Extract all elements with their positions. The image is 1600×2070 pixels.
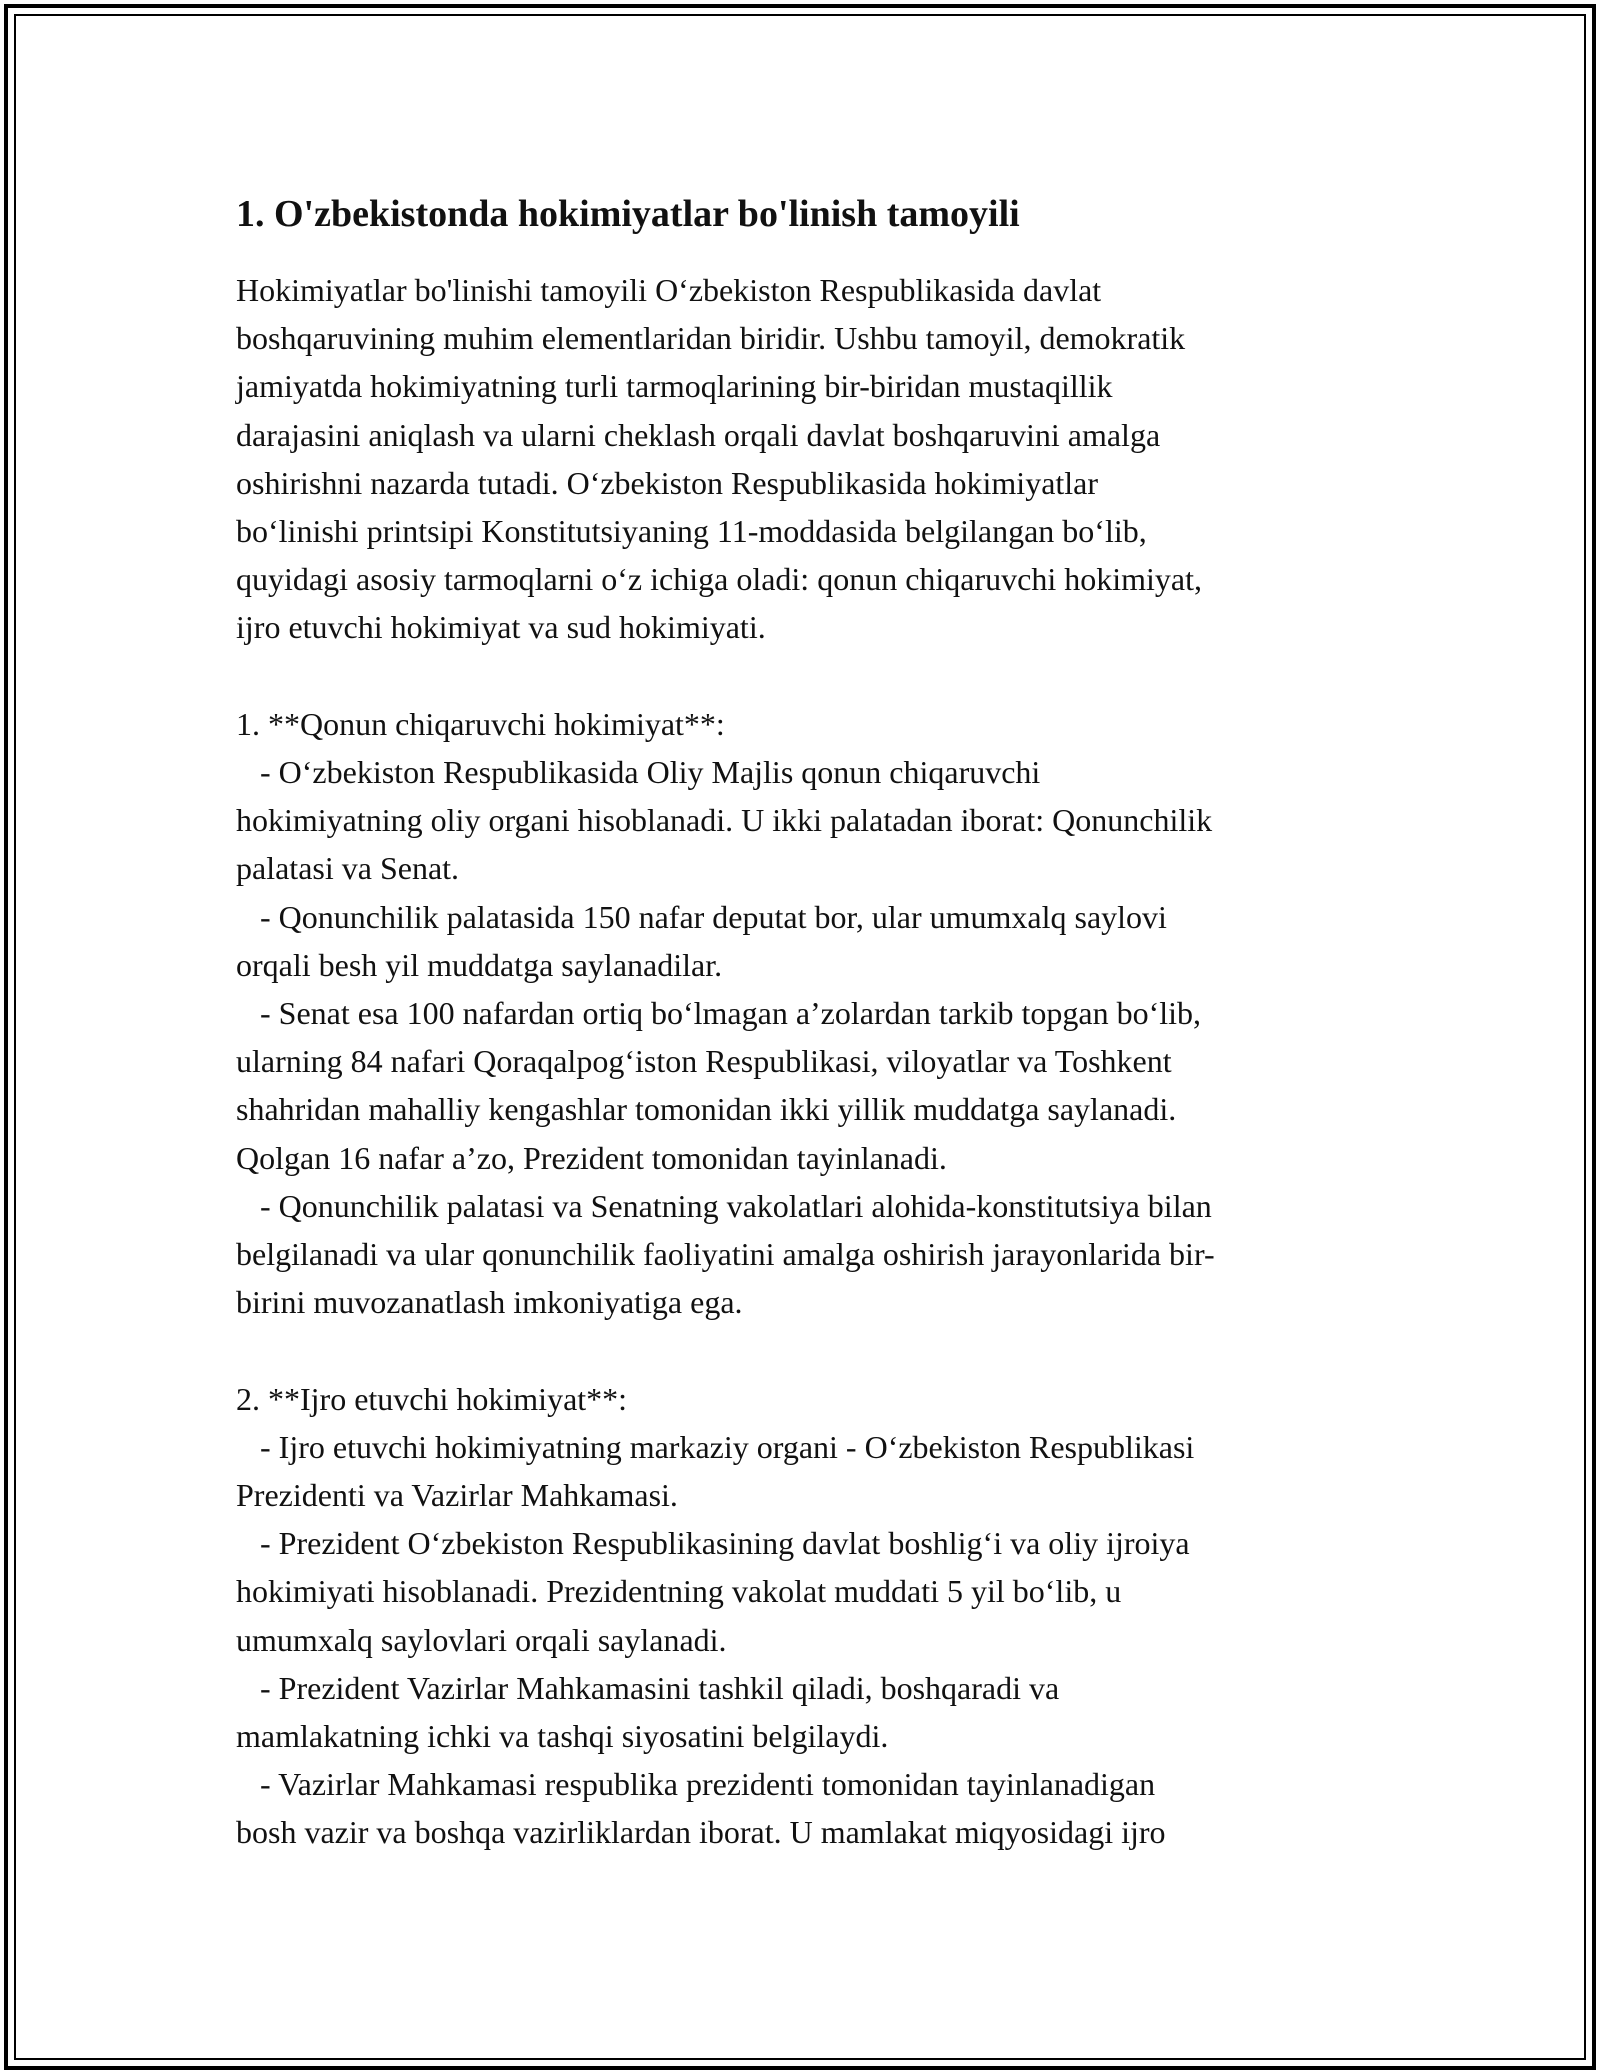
text-line: - Qonunchilik palatasida 150 nafar deputat bor, ular umumxalq saylovi (236, 898, 1167, 935)
text-line: Qolgan 16 nafar a’zo, Prezident tomonidan tayinlanadi. (236, 1139, 947, 1176)
text-line: hokimiyati hisoblanadi. Prezidentning vakolat muddati 5 yil bo‘lib, u (236, 1573, 1122, 1610)
text-line: shahridan mahalliy kengashlar tomonidan ikki yillik muddatga saylanadi. (236, 1091, 1177, 1128)
intro-paragraph (236, 266, 1376, 652)
section-heading: 1. **Qonun chiqaruvchi hokimiyat**: (236, 705, 725, 742)
text-line: orqali besh yil muddatga saylanadilar. (236, 946, 723, 983)
text-line: hokimiyatning oliy organi hisoblanadi. U ikki palatadan iborat: Qonunchilik (236, 802, 1213, 839)
text-line: mamlakatning ichki va tashqi siyosatini belgilaydi. (236, 1718, 889, 1755)
text-line: - Senat esa 100 nafardan ortiq bo‘lmagan a’zolardan tarkib topgan bo‘lib, (236, 995, 1201, 1032)
text-line: - Vazirlar Mahkamasi respublika prezidenti tomonidan tayinlanadigan (236, 1766, 1156, 1803)
text-line: darajasini aniqlash va ularni cheklash orqali davlat boshqaruvini amalga (236, 416, 1161, 453)
text-line: boshqaruvining muhim elementlaridan biridir. Ushbu tamoyil, demokratik (236, 320, 1186, 357)
text-line: - Qonunchilik palatasi va Senatning vakolatlari alohida-konstitutsiya bilan (236, 1187, 1212, 1224)
section-executive (236, 1375, 1376, 1857)
paragraph-gap (236, 652, 1376, 700)
document-body (236, 190, 1376, 1857)
text-line: umumxalq saylovlari orqali saylanadi. (236, 1621, 727, 1658)
text-line: - Prezident Vazirlar Mahkamasini tashkil qiladi, boshqaradi va (236, 1669, 1060, 1706)
text-line: Prezidenti va Vazirlar Mahkamasi. (236, 1477, 678, 1514)
section-heading: 2. **Ijro etuvchi hokimiyat**: (236, 1380, 628, 1417)
paragraph-gap (236, 1326, 1376, 1374)
text-line: bosh vazir va boshqa vazirliklardan iborat. U mamlakat miqyosidagi ijro (236, 1814, 1166, 1851)
text-line: ijro etuvchi hokimiyat va sud hokimiyati. (236, 609, 766, 646)
text-line: - Prezident O‘zbekiston Respublikasining davlat boshlig‘i va oliy ijroiya (236, 1525, 1190, 1562)
text-line: bo‘linishi printsipi Konstitutsiyaning 11-moddasida belgilangan bo‘lib, (236, 513, 1147, 550)
text-line: jamiyatda hokimiyatning turli tarmoqlarining bir-biridan mustaqillik (236, 368, 1113, 405)
text-line: birini muvozanatlash imkoniyatiga ega. (236, 1284, 743, 1321)
text-line: - Ijro etuvchi hokimiyatning markaziy organi - O‘zbekiston Respublikasi (236, 1428, 1195, 1465)
section-legislative (236, 700, 1376, 1327)
text-line: belgilanadi va ular qonunchilik faoliyatini amalga oshirish jarayonlarida bir- (236, 1236, 1215, 1273)
text-line: - O‘zbekiston Respublikasida Oliy Majlis qonun chiqaruvchi (236, 754, 1041, 791)
document-title: 1. O'zbekistonda hokimiyatlar bo'linish tamoyili (236, 193, 1020, 235)
text-line: ularning 84 nafari Qoraqalpog‘iston Respublikasi, viloyatlar va Toshkent (236, 1043, 1172, 1080)
text-line: oshirishni nazarda tutadi. O‘zbekiston Respublikasida hokimiyatlar (236, 464, 1099, 501)
text-line: quyidagi asosiy tarmoqlarni o‘z ichiga oladi: qonun chiqaruvchi hokimiyat, (236, 561, 1202, 598)
text-line: Hokimiyatlar bo'linishi tamoyili O‘zbekiston Respublikasida davlat (236, 272, 1102, 308)
text-line: palatasi va Senat. (236, 850, 460, 887)
